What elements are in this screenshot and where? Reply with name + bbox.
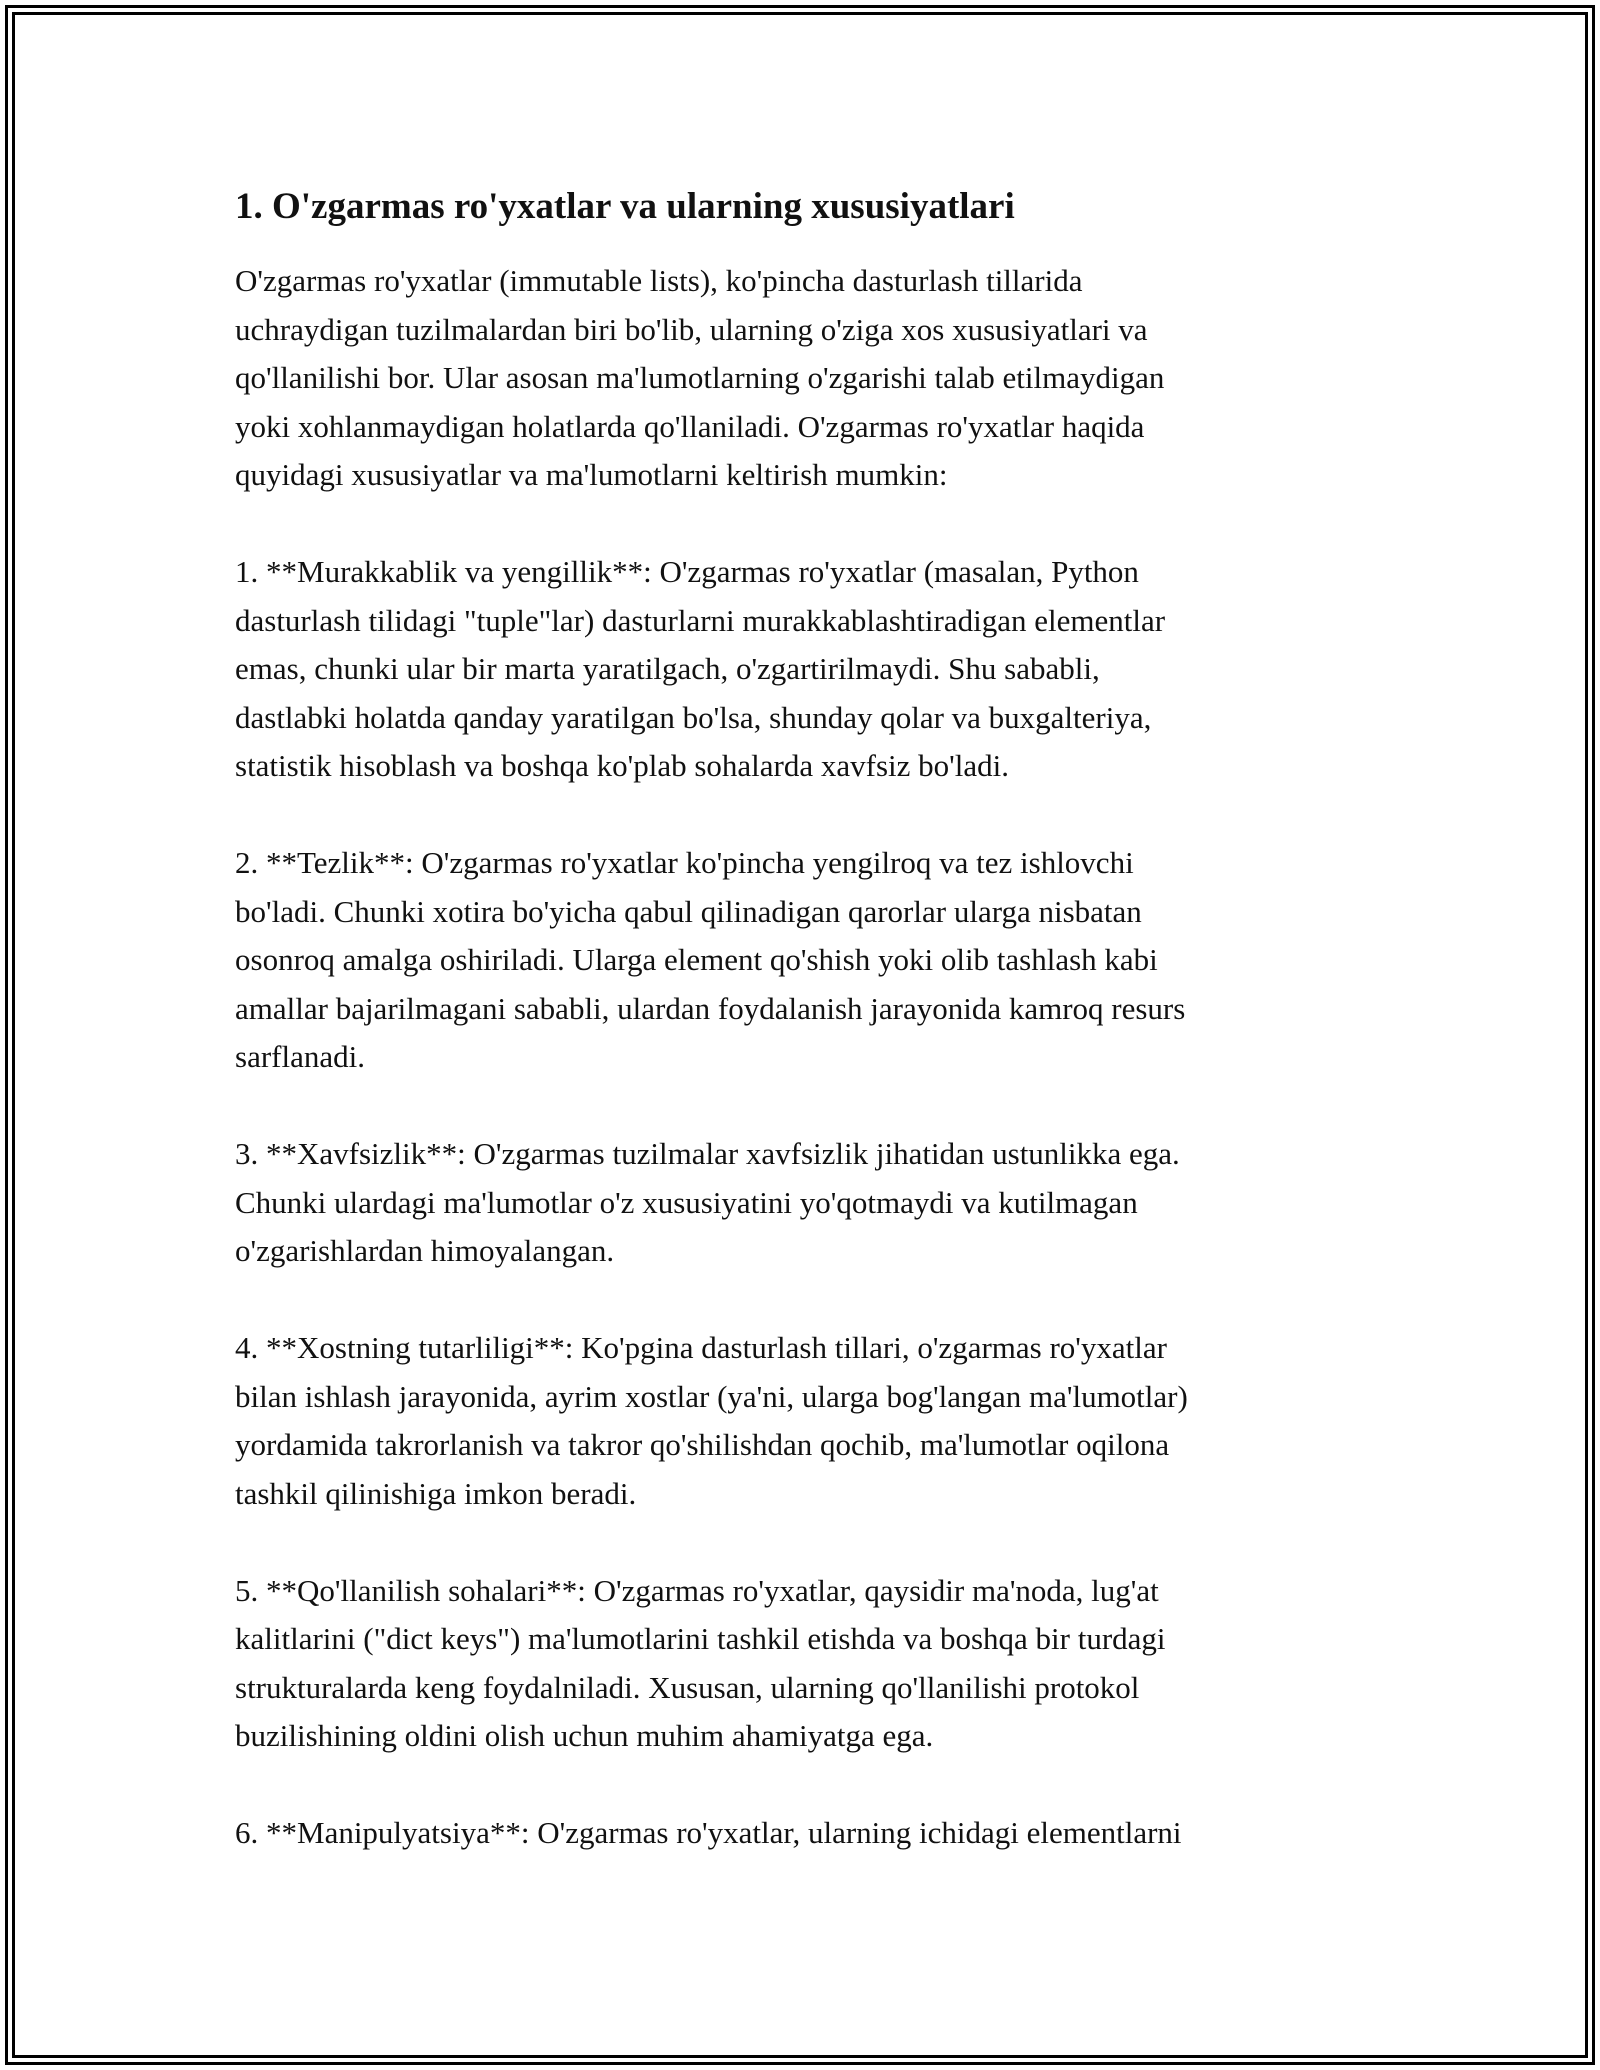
- text-line: 1. **Murakkablik va yengillik**: O'zgarmas ro'yxatlar (masalan, Python: [235, 554, 1139, 590]
- document-title: 1. O'zgarmas ro'yxatlar va ularning xususiyatlari: [235, 186, 1015, 227]
- paragraph: [235, 1324, 1395, 1518]
- paragraph: [235, 257, 1395, 500]
- text-line: yoki xohlanmaydigan holatlarda qo'llaniladi. O'zgarmas ro'yxatlar haqida: [235, 408, 1145, 444]
- paragraph: [235, 1809, 1395, 1858]
- text-line: Chunki ulardagi ma'lumotlar o'z xususiyatini yo'qotmaydi va kutilmagan: [235, 1184, 1138, 1220]
- text-line: emas, chunki ular bir marta yaratilgach, o'zgartirilmaydi. Shu sababli,: [235, 651, 1100, 687]
- text-line: qo'llanilishi bor. Ular asosan ma'lumotlarning o'zgarishi talab etilmaydigan: [235, 360, 1165, 396]
- text-line: o'zgarishlardan himoyalangan.: [235, 1233, 615, 1269]
- text-line: dasturlash tilidagi "tuple"lar) dasturlarni murakkablashtiradigan elementlar: [235, 602, 1166, 638]
- document-body: [235, 183, 1395, 1906]
- paragraph: [235, 839, 1395, 1082]
- text-line: statistik hisoblash va boshqa ko'plab sohalarda xavfsiz bo'ladi.: [235, 748, 1009, 784]
- text-line: strukturalarda keng foydalniladi. Xususan, ularning qo'llanilishi protokol: [235, 1669, 1140, 1705]
- text-line: bo'ladi. Chunki xotira bo'yicha qabul qilinadigan qarorlar ularga nisbatan: [235, 893, 1142, 929]
- text-line: quyidagi xususiyatlar va ma'lumotlarni keltirish mumkin:: [235, 457, 948, 493]
- text-line: buzilishining oldini olish uchun muhim ahamiyatga ega.: [235, 1718, 934, 1754]
- text-line: dastlabki holatda qanday yaratilgan bo'lsa, shunday qolar va buxgalteriya,: [235, 699, 1152, 735]
- text-line: osonroq amalga oshiriladi. Ularga element qo'shish yoki olib tashlash kabi: [235, 942, 1158, 978]
- paragraph: [235, 1130, 1395, 1276]
- text-line: 4. **Xostning tutarliligi**: Ko'pgina dasturlash tillari, o'zgarmas ro'yxatlar: [235, 1330, 1167, 1366]
- text-line: yordamida takrorlanish va takror qo'shilishdan qochib, ma'lumotlar oqilona: [235, 1427, 1170, 1463]
- text-line: bilan ishlash jarayonida, ayrim xostlar (ya'ni, ularga bog'langan ma'lumotlar): [235, 1378, 1188, 1414]
- text-line: amallar bajarilmagani sababli, ulardan foydalanish jarayonida kamroq resurs: [235, 990, 1186, 1026]
- paragraph-list: [235, 257, 1395, 1858]
- text-line: 6. **Manipulyatsiya**: O'zgarmas ro'yxatlar, ularning ichidagi elementlarni: [235, 1815, 1182, 1851]
- text-line: sarflanadi.: [235, 1039, 365, 1075]
- text-line: uchraydigan tuzilmalardan biri bo'lib, ularning o'ziga xos xususiyatlari va: [235, 311, 1148, 347]
- text-line: kalitlarini ("dict keys") ma'lumotlarini tashkil etishda va boshqa bir turdagi: [235, 1621, 1166, 1657]
- text-line: 2. **Tezlik**: O'zgarmas ro'yxatlar ko'pincha yengilroq va tez ishlovchi: [235, 845, 1134, 881]
- paragraph: [235, 1567, 1395, 1761]
- text-line: 5. **Qo'llanilish sohalari**: O'zgarmas ro'yxatlar, qaysidir ma'noda, lug'at: [235, 1572, 1159, 1608]
- paragraph: [235, 548, 1395, 791]
- text-line: 3. **Xavfsizlik**: O'zgarmas tuzilmalar xavfsizlik jihatidan ustunlikka ega.: [235, 1136, 1180, 1172]
- text-line: O'zgarmas ro'yxatlar (immutable lists), ko'pincha dasturlash tillarida: [235, 263, 1083, 299]
- text-line: tashkil qilinishiga imkon beradi.: [235, 1475, 637, 1511]
